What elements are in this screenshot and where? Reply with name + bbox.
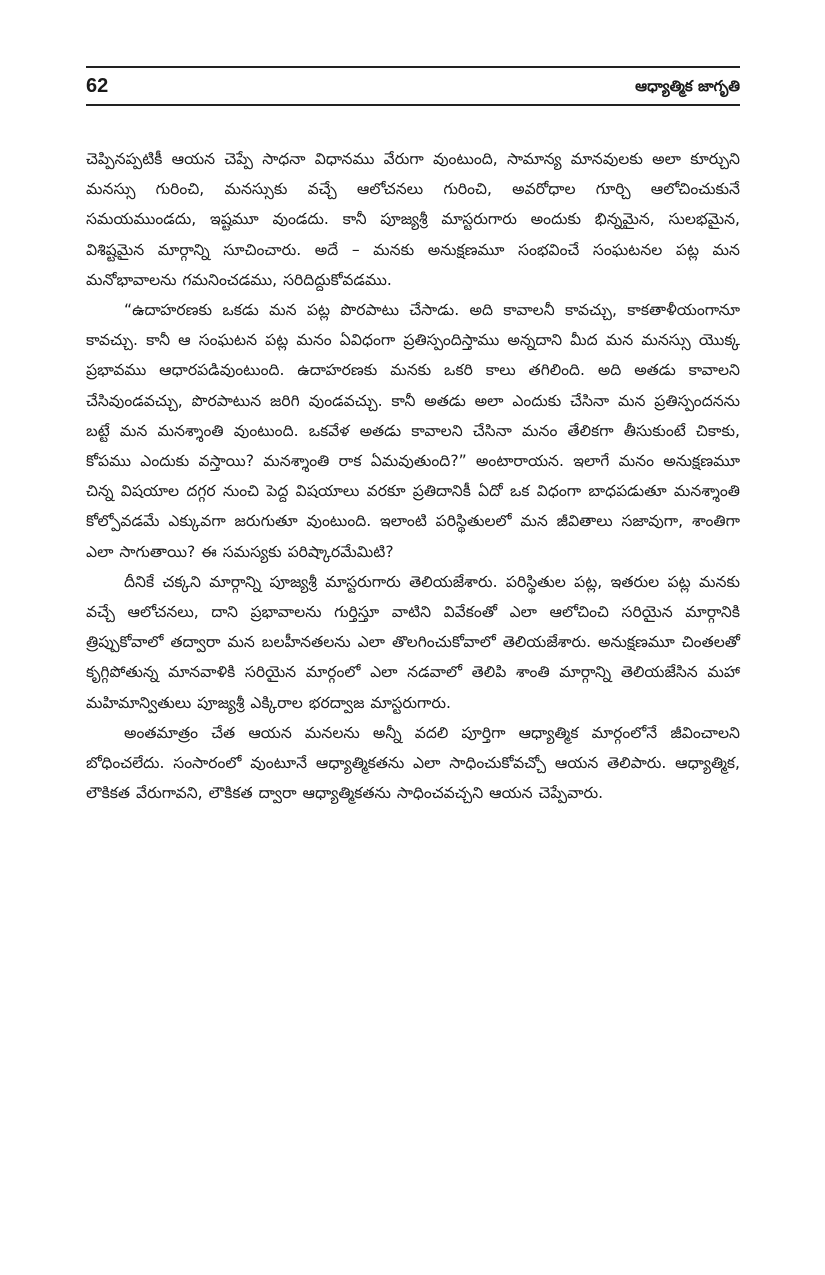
page-number: 62 xyxy=(86,75,109,97)
body-text xyxy=(86,144,740,808)
running-title: ఆధ్యాత్మిక జాగృతి xyxy=(635,77,740,95)
paragraph-3: దీనికే చక్కని మార్గాన్ని పూజ్యశ్రీ మాస్టరుగారు తెలియజేశారు. పరిస్థితుల పట్ల, ఇతరుల పట్ల మనకు వచ్చే ఆలోచనలు, దాని ప్రభావాలను గుర్తిస్తూ వాటిని వివేకంతో ఎలా ఆలోచించి సరియైన మార్గానికి త్రిప్పుకోవాలో తద్వారా మన బలహీనతలను ఎలా తొలగించుకోవాలో తెలియజేశారు. అనుక్షణమూ చింతలతో కృగ్గిపోతున్న మానవాళికి సరియైన మార్గంలో ఎలా నడవాలో తెలిపి శాంతి మార్గాన్ని తెలియజేసిన మహా మహిమాన్వితులు పూజ్యశ్రీ ఎక్కిరాల భరద్వాజ మాస్టరుగారు. xyxy=(86,572,740,712)
paragraph-4: అంతమాత్రం చేత ఆయన మనలను అన్నీ వదలి పూర్తిగా ఆధ్యాత్మిక మార్గంలోనే జీవించాలని బోధించలేదు. సంసారంలో వుంటూనే ఆధ్యాత్మికతను ఎలా సాధించుకోవచ్చో ఆయన తెలిపారు. ఆధ్యాత్మిక, లౌకికత వేరుగావని, లౌకికత ద్వారా ఆధ్యాత్మికతను సాధించవచ్చని ఆయన చెప్పేవారు. xyxy=(86,723,740,803)
running-header xyxy=(86,66,740,106)
book-page xyxy=(86,66,740,808)
paragraph-2: “ఉదాహరణకు ఒకడు మన పట్ల పొరపాటు చేసాడు. అది కావాలనీ కావచ్చు, కాకతాళీయంగానూ కావచ్చు. కానీ ఆ సంఘటన పట్ల మనం ఏవిధంగా ప్రతిస్పందిస్తాము అన్నదాని మీద మన మనస్సు యొక్క ప్రభావము ఆధారపడివుంటుంది. ఉదాహరణకు మనకు ఒకరి కాలు తగిలింది. అది అతడు కావాలని చేసివుండవచ్చు, పొరపాటున జరిగి వుండవచ్చు. కానీ అతడు అలా ఎందుకు చేసినా మన ప్రతిస్పందనను బట్టే మన మనశ్శాంతి వుంటుంది. ఒకవేళ అతడు కావాలని చేసినా మనం తేలికగా తీసుకుంటే చికాకు, కోపము ఎందుకు వస్తాయి? మనశ్శాంతి రాక ఏమవుతుంది?” అంటారాయన. ఇలాగే మనం అనుక్షణమూ చిన్న విషయాల దగ్గర నుంచి పెద్ద విషయాలు వరకూ ప్రతిదానికీ ఏదో ఒక విధంగా బాధపడుతూ మనశ్శాంతి కోల్పోవడమే ఎక్కువగా జరుగుతూ వుంటుంది. ఇలాంటి పరిస్థితులలో మన జీవితాలు సజావుగా, శాంతిగా ఎలా సాగుతాయి? ఈ సమస్యకు పరిష్కారమేమిటి? xyxy=(86,301,740,561)
paragraph-1: చెప్పినప్పటికీ ఆయన చెప్పే సాధనా విధానము వేరుగా వుంటుంది, సామాన్య మానవులకు అలా కూర్చుని మనస్సు గురించి, మనస్సుకు వచ్చే ఆలోచనలు గురించి, అవరోధాల గూర్చి ఆలోచించుకునే సమయముండదు, ఇష్టమూ వుండదు. కానీ పూజ్యశ్రీ మాస్టరుగారు అందుకు భిన్నమైన, సులభమైన, విశిష్టమైన మార్గాన్ని సూచించారు. అదే – మనకు అనుక్షణమూ సంభవించే సంఘటనల పట్ల మన మనోభావాలను గమనించడము, సరిదిద్దుకోవడము. xyxy=(86,150,740,289)
